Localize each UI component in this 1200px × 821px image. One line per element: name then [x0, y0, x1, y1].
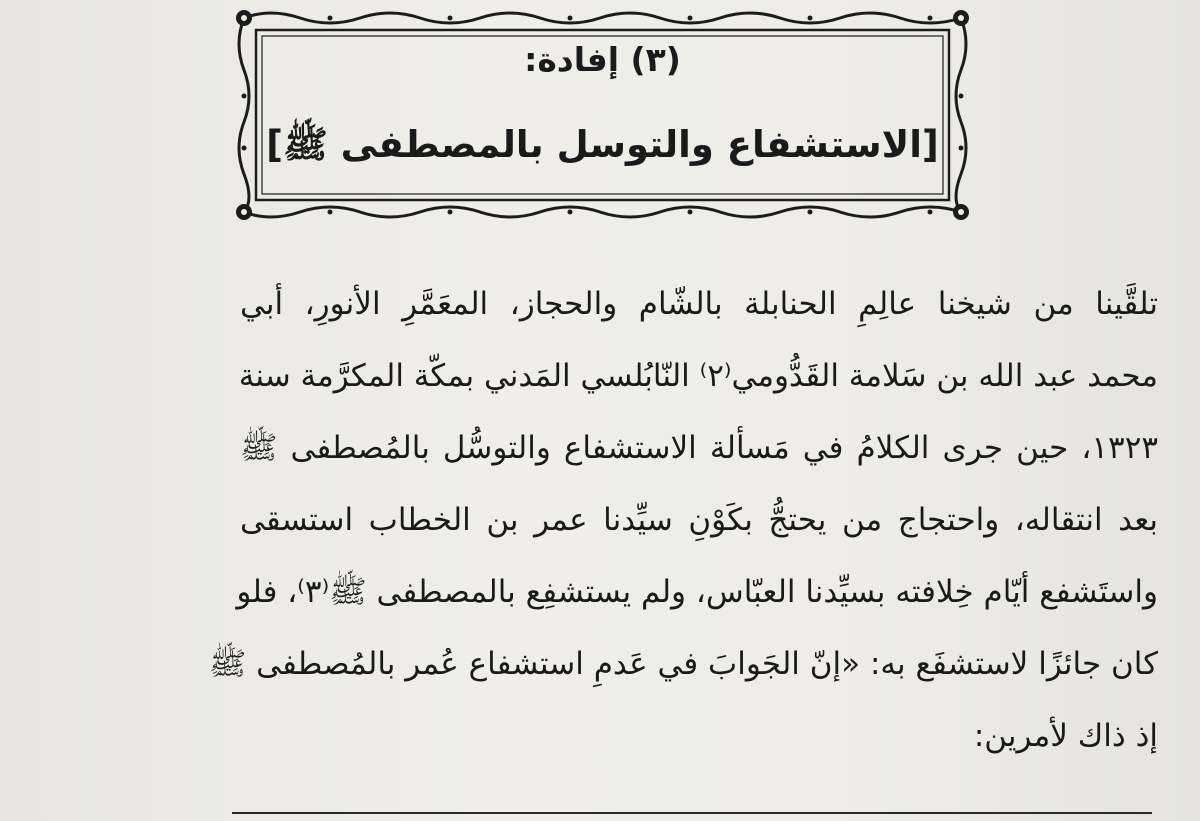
body-paragraph: [208, 268, 1158, 772]
text-line: بعد انتقاله، واحتجاج من يحتجُّ بكَوْنِ سيِّدنا عمر بن الخطاب استسقى: [240, 502, 1158, 538]
ornamental-frame: [230, 4, 975, 226]
section-title: (٣) إفادة:: [524, 40, 681, 79]
section-subtitle: [الاستشفاع والتوسل بالمصطفى ﷺ]: [266, 123, 939, 166]
text-line: تلقَّينا من شيخنا عالِمِ الحنابلة بالشّام والحجاز، المعَمَّرِ الأنورِ، أبي: [240, 286, 1158, 322]
text-line: ١٣٢٣، حين جرى الكلامُ في مَسألة الاستشفاع والتوسُّل بالمُصطفى ﷺ: [240, 430, 1158, 466]
footnote-divider: [232, 812, 1152, 814]
text-line: كان جائزًا لاستشفَع به: «إنّ الجَوابَ في عَدمِ استشفاع عُمر بالمُصطفى ﷺ: [208, 646, 1158, 682]
text-line: واستَشفع أيّام خِلافته بسيِّدنا العبّاس، ولم يستشفِع بالمصطفى ﷺ⁽٣⁾، فلو: [236, 574, 1158, 610]
text-line: محمد عبد الله بن سَلامة القَدُّومي⁽٢⁾ النّابُلسي المَدني بمكّة المكرَّمة سنة: [238, 358, 1158, 394]
text-line: إذ ذاك لأمرين:: [973, 718, 1158, 754]
ornamental-border-icon: [230, 4, 975, 226]
